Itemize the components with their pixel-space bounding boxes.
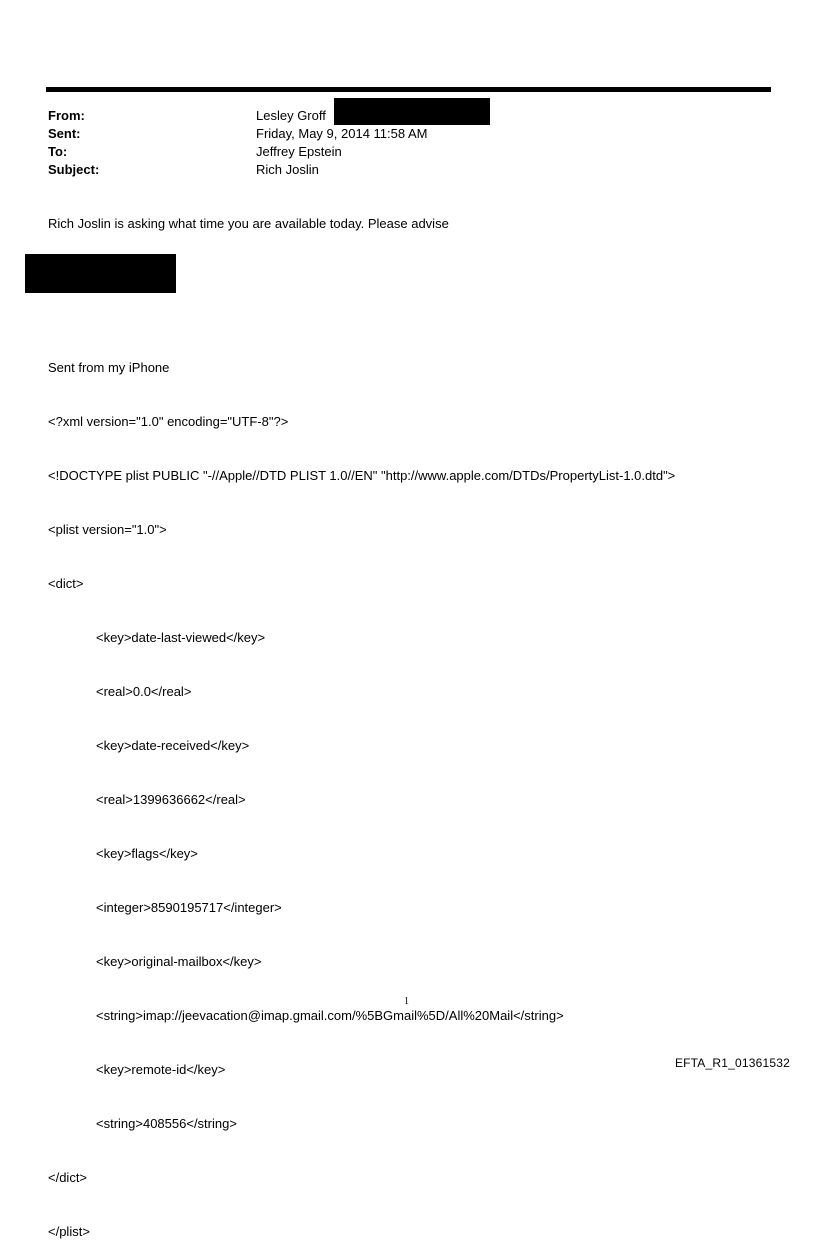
from-label: From: bbox=[48, 108, 85, 123]
plist-close-line: </plist> bbox=[48, 1224, 90, 1239]
plist-entry-line: <integer>8590195717</integer> bbox=[96, 900, 282, 915]
plist-entry-line: <key>original-mailbox</key> bbox=[96, 954, 262, 969]
sent-from-line: Sent from my iPhone bbox=[48, 360, 170, 375]
plist-entry-line: <real>0.0</real> bbox=[96, 684, 192, 699]
redaction-box-signature bbox=[25, 254, 176, 293]
sent-label: Sent: bbox=[48, 126, 81, 141]
email-body: Rich Joslin is asking what time you are available today. Please advise bbox=[48, 216, 449, 231]
xml-declaration-line: <?xml version="1.0" encoding="UTF-8"?> bbox=[48, 414, 289, 429]
dict-open-line: <dict> bbox=[48, 576, 84, 591]
header-row-subject bbox=[48, 161, 648, 179]
header-rule bbox=[46, 87, 771, 92]
plist-entry-line: <string>imap://jeevacation@imap.gmail.com/%5BGmail%5D/All%20Mail</string> bbox=[96, 1008, 564, 1023]
sent-value: Friday, May 9, 2014 11:58 AM bbox=[256, 126, 428, 141]
to-label: To: bbox=[48, 144, 68, 159]
plist-open-line: <plist version="1.0"> bbox=[48, 522, 167, 537]
plist-entry-line: <key>date-received</key> bbox=[96, 738, 250, 753]
doctype-line: <!DOCTYPE plist PUBLIC "-//Apple//DTD PLIST 1.0//EN" "http://www.apple.com/DTDs/PropertyList-1.0.dtd"> bbox=[48, 468, 676, 483]
redaction-box-sender-email bbox=[334, 98, 490, 125]
plist-metadata bbox=[48, 323, 675, 1259]
plist-entry-line: <real>1399636662</real> bbox=[96, 792, 246, 807]
page-number: 1 bbox=[404, 996, 409, 1007]
plist-entry-line: <key>date-last-viewed</key> bbox=[96, 630, 266, 645]
plist-entry-line: <key>flags</key> bbox=[96, 846, 198, 861]
bates-number: EFTA_R1_01361532 bbox=[674, 1056, 790, 1070]
header-row-to bbox=[48, 143, 648, 161]
subject-value: Rich Joslin bbox=[256, 162, 319, 177]
subject-label: Subject: bbox=[48, 162, 100, 177]
to-value: Jeffrey Epstein bbox=[256, 144, 342, 159]
from-value: Lesley Groff bbox=[256, 108, 326, 123]
plist-entry-line: <key>remote-id</key> bbox=[96, 1062, 226, 1077]
plist-entry-line: <string>408556</string> bbox=[96, 1116, 237, 1131]
header-row-sent bbox=[48, 125, 648, 143]
dict-close-line: </dict> bbox=[48, 1170, 88, 1185]
